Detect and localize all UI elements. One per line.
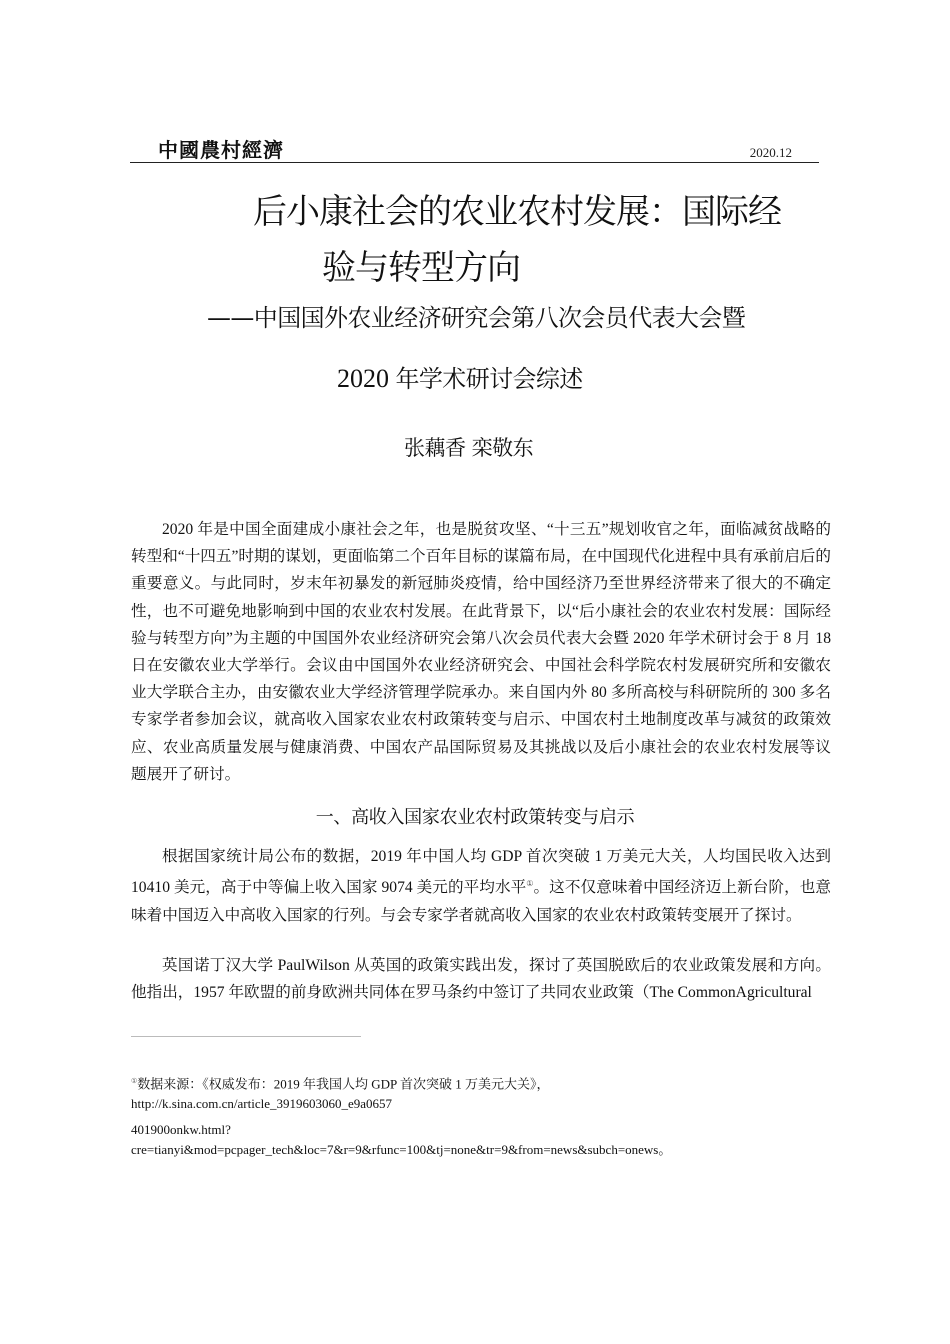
paragraph-text: 根据国家统计局公布的数据，2019 年中国人均 GDP 首次突破 1 万美元大关，人均国民收入达到 10410 美元，高于中等偏上收入国家 9074 美元的平均水平 <box>131 848 831 897</box>
footnote-divider <box>131 1036 361 1037</box>
footnote-continued <box>131 1120 831 1160</box>
footnote-reference[interactable]: ① <box>526 879 534 889</box>
page-header <box>130 132 819 163</box>
footnote-line <box>131 1071 831 1094</box>
paragraph-intro: 2020 年是中国全面建成小康社会之年，也是脱贫攻坚、“十三五”规划收官之年，面临减贫战略的转型和“十四五”时期的谋划，更面临第二个百年目标的谋篇布局，在中国现代化进程中具有承前启后的重要意义。与此同时，岁末年初暴发的新冠肺炎疫情，给中国经济乃至世界经济带来了很大的不确定性，也不可避免地影响到中国的农业农村发展。在此背景下，以“后小康社会的农业农村发展：国际经验与转型方向”为主题的中国国外农业经济研究会第八次会员代表大会暨 2020 年学术研讨会于 8 月 18 日在安徽农业大学举行。会议由中国国外农业经济研究会、中国社会科学院农村发展研究所和安徽农业大学联合主办，由安徽农业大学经济管理学院承办。来自国内外 80 多所高校与科研院所的 300 多名专家学者参加会议，就高收入国家农业农村政策转变与启示、中国农村土地制度改革与减贫的政策效应、农业高质量发展与健康消费、中国农产品国际贸易及其挑战以及后小康社会的农业农村发展等议题展开了研讨。 <box>131 521 831 783</box>
authors: 张藕香 栾敬东 <box>404 436 534 460</box>
section-heading: 一、高收入国家农业农村政策转变与启示 <box>315 807 635 828</box>
article-subtitle-line1: ——中国国外农业经济研究会第八次会员代表大会暨 <box>207 304 746 332</box>
article-title-line1: 后小康社会的农业农村发展：国际经 <box>253 192 781 232</box>
issue-number: 2020.12 <box>749 145 792 160</box>
body-paragraph <box>131 843 831 929</box>
journal-logo: 中國農村經濟 <box>158 138 284 162</box>
paragraph-wilson: 英国诺丁汉大学 PaulWilson 从英国的政策实践出发，探讨了英国脱欧后的农业政策发展和方向。他指出，1957 年欧盟的前身欧洲共同体在罗马条约中签订了共同农业政策（The CommonAgricultural <box>131 957 831 1002</box>
footnote <box>131 1071 831 1114</box>
footnote-url-line[interactable]: http://k.sina.com.cn/article_3919603060_e9a0657 <box>131 1096 393 1112</box>
paragraph-text: 。这不仅意味着中国经济迈上新台阶，也意味着中国迈入中高收入国家的行列。与会专家学者就高收入国家的农业农村政策转变展开了探讨。 <box>131 879 831 924</box>
subtitle-year: 2020 <box>337 364 389 393</box>
article-subtitle-line2 <box>337 359 583 394</box>
paragraph-gdp <box>131 843 831 929</box>
subtitle-text: 年学术研讨会综述 <box>395 365 583 393</box>
footnote-mark: ① <box>131 1077 138 1085</box>
body-paragraph <box>131 952 831 1006</box>
footnote-url-line[interactable]: cre=tianyi&mod=pcpager_tech&loc=7&r=9&rfunc=100&tj=none&tr=9&from=news&subch=onews。 <box>131 1142 672 1157</box>
article-title-line2: 验与转型方向 <box>322 248 520 288</box>
footnote-url-line[interactable]: 401900onkw.html? <box>131 1122 231 1137</box>
body-paragraph <box>131 516 831 788</box>
footnote-source: 数据来源：《权威发布：2019 年我国人均 GDP 首次突破 1 万美元大关》， <box>137 1076 550 1092</box>
